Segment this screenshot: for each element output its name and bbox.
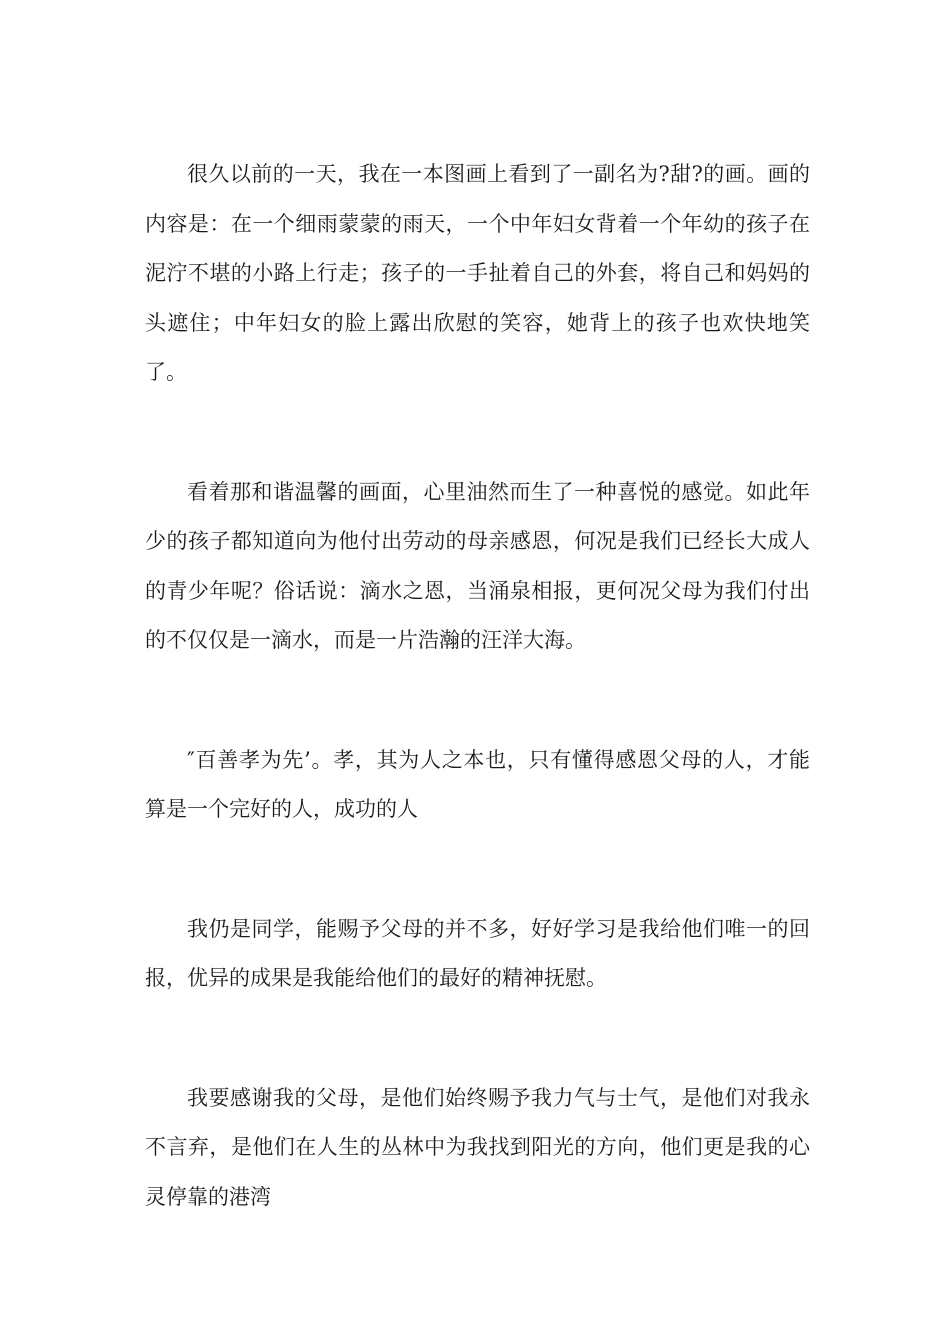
document-body — [145, 150, 810, 1222]
paragraph-5: 我要感谢我的父母，是他们始终赐予我力气与士气，是他们对我永不言弃，是他们在人生的丛林中为我找到阳光的方向，他们更是我的心灵停靠的港湾 — [145, 1085, 810, 1209]
paragraph-gap — [145, 666, 810, 736]
paragraph-3: ″百善孝为先’。孝，其为人之本也，只有懂得感恩父母的人，才能算是一个完好的人，成功的人 — [145, 747, 810, 821]
paragraph-1: 很久以前的一天，我在一本图画上看到了一副名为?甜?的画。画的内容是：在一个细雨蒙蒙的雨天，一个中年妇女背着一个年幼的孩子在泥泞不堪的小路上行走；孩子的一手扯着自己的外套，将自己和妈妈的头遮住；中年妇女的脸上露出欣慰的笑容，她背上的孩子也欢快地笑了。 — [145, 162, 810, 384]
paragraph-gap — [145, 835, 810, 905]
paragraph-4: 我仍是同学，能赐予父母的并不多，好好学习是我给他们唯一的回报，优异的成果是我能给他们的最好的精神抚慰。 — [145, 916, 810, 990]
paragraph-2: 看着那和谐温馨的画面，心里油然而生了一种喜悦的感觉。如此年少的孩子都知道向为他付出劳动的母亲感恩，何况是我们已经长大成人的青少年呢？俗话说：滴水之恩，当涌泉相报，更何况父母为我们付出的不仅仅是一滴水，而是一片浩瀚的汪洋大海。 — [145, 479, 810, 652]
paragraph-gap — [145, 1004, 810, 1074]
paragraph-gap — [145, 398, 810, 468]
